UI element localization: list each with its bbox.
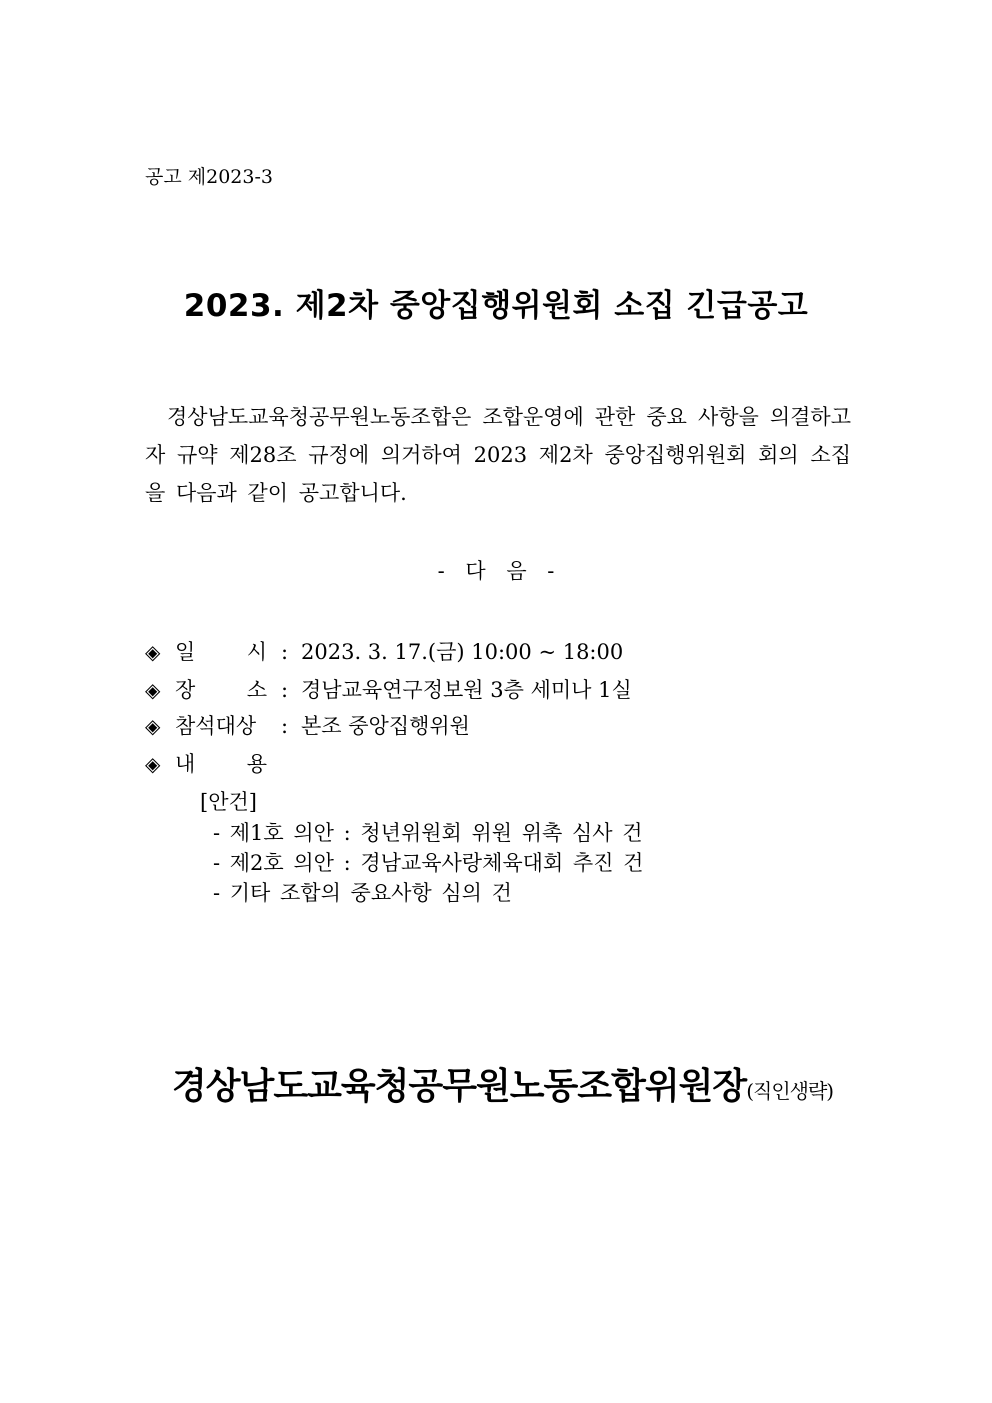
signature-block — [172, 1058, 833, 1109]
seal-omitted-note: (직인생략) — [746, 1079, 834, 1103]
detail-datetime-label: 일 시 — [175, 640, 267, 664]
detail-place-label: 장 소 — [175, 678, 267, 702]
separator-heading: - 다 음 - — [437, 559, 555, 583]
detail-attendees — [145, 710, 470, 740]
diamond-bullet-icon: ◈ — [145, 752, 161, 776]
detail-colon: : — [281, 678, 289, 702]
agenda-item: - 기타 조합의 중요사항 심의 건 — [213, 881, 512, 905]
diamond-bullet-icon: ◈ — [145, 640, 161, 664]
detail-colon: : — [281, 714, 289, 738]
agenda-item: - 제2호 의안 : 경남교육사랑체육대회 추진 건 — [213, 851, 644, 875]
notice-body: 경상남도교육청공무원노동조합은 조합운영에 관한 중요 사항을 의결하고자 규약 제28조 규정에 의거하여 2023 제2차 중앙집행위원회 회의 소집을 다음과 같이 공고합니다. — [145, 405, 851, 505]
detail-datetime-value: 2023. 3. 17.(금) 10:00 ~ 18:00 — [301, 640, 624, 664]
detail-content — [145, 748, 281, 778]
detail-place — [145, 674, 632, 704]
detail-attendees-label: 참석대상 — [175, 714, 257, 738]
notice-number: 공고 제2023-3 — [145, 166, 273, 188]
detail-content-label: 내 용 — [175, 752, 267, 776]
diamond-bullet-icon: ◈ — [145, 678, 161, 702]
detail-colon: : — [281, 640, 289, 664]
detail-attendees-value: 본조 중앙집행위원 — [301, 714, 470, 738]
detail-datetime — [145, 636, 623, 666]
signature-name: 경상남도교육청공무원노동조합위원장 — [172, 1065, 747, 1107]
detail-place-value: 경남교육연구정보원 3층 세미나 1실 — [301, 678, 632, 702]
agenda-item: - 제1호 의안 : 청년위원회 위원 위촉 심사 건 — [213, 821, 643, 845]
notice-title: 2023. 제2차 중앙집행위원회 소집 긴급공고 — [183, 288, 809, 324]
agenda-heading: [안건] — [200, 790, 257, 814]
diamond-bullet-icon: ◈ — [145, 714, 161, 738]
